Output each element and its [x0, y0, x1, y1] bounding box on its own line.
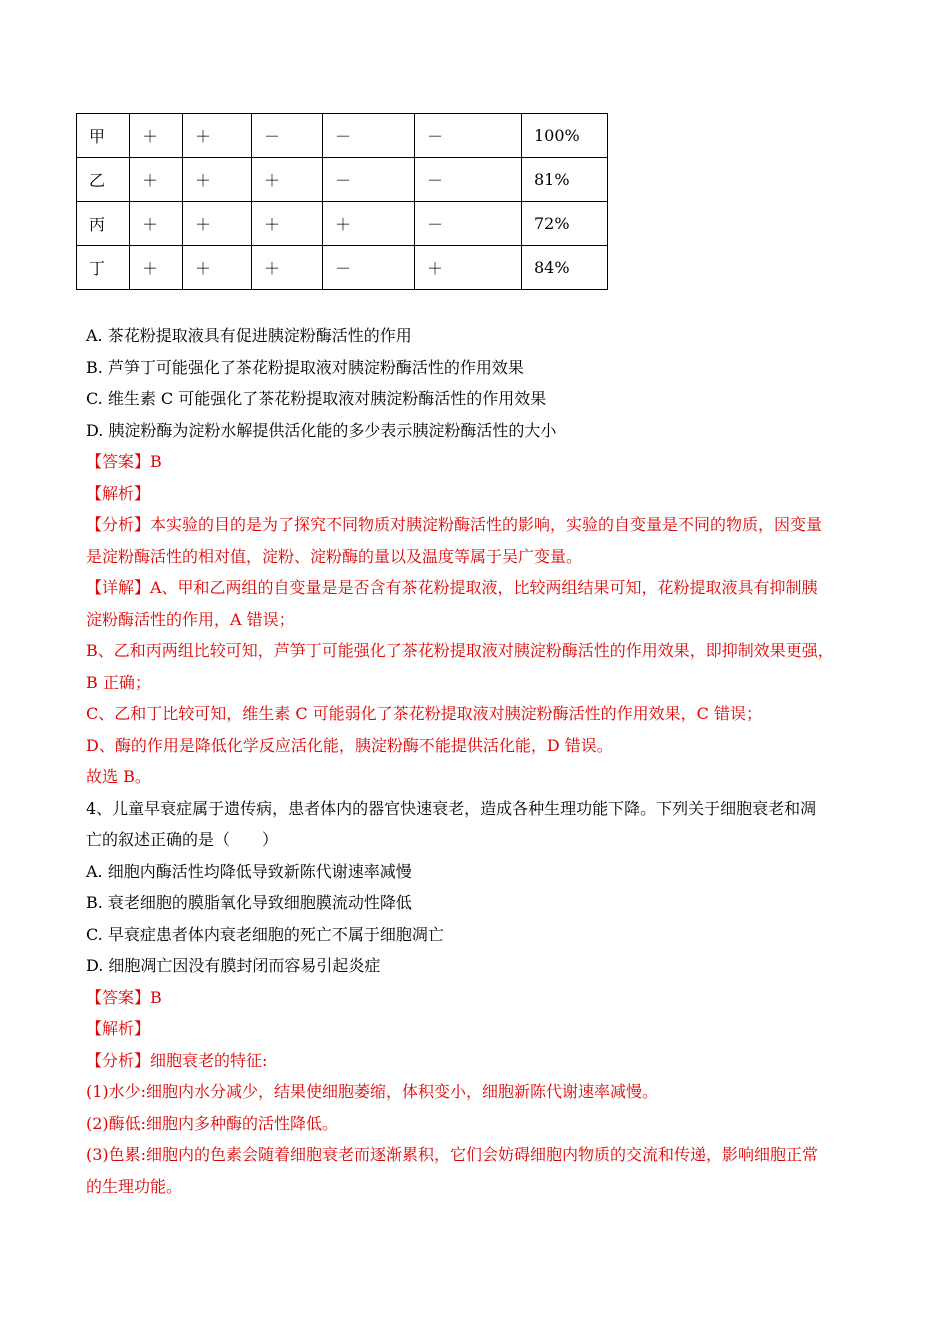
- q3-detail-line: 【详解】A、甲和乙两组的自变量是是否含有茶花粉提取液，比较两组结果可知，花粉提取液具有抑制胰: [86, 578, 818, 597]
- q4-analysis-line: (1)水少:细胞内水分减少，结果使细胞萎缩，体积变小，细胞新陈代谢速率减慢。: [86, 1082, 659, 1101]
- table-cell: 72%: [522, 202, 608, 246]
- q3-option-c: C. 维生素 C 可能强化了茶花粉提取液对胰淀粉酶活性的作用效果: [86, 389, 547, 408]
- table-body: [77, 114, 608, 290]
- table-cell: 81%: [522, 158, 608, 202]
- q4-option-a: A. 细胞内酶活性均降低导致新陈代谢速率减慢: [86, 861, 412, 881]
- table-cell: 84%: [522, 246, 608, 290]
- q4-analysis-line: 【分析】细胞衰老的特征:: [86, 1050, 268, 1070]
- q3-detail-line: B 正确；: [86, 672, 151, 692]
- table-cell: 丁: [77, 246, 130, 290]
- q3-analysis-line: 是淀粉酶活性的相对值，淀粉、淀粉酶的量以及温度等属于吴广变量。: [86, 546, 583, 566]
- q3-analysis-line: 【分析】本实验的目的是为了探究不同物质对胰淀粉酶活性的影响，实验的自变量是不同的物质，因变量: [86, 515, 823, 534]
- q3-answer: 【答案】B: [86, 452, 162, 471]
- table-cell: ＋: [252, 202, 323, 246]
- q3-detail-line: C、乙和丁比较可知，维生素 C 可能弱化了茶花粉提取液对胰淀粉酶活性的作用效果，C 错误；: [86, 704, 762, 723]
- q4-stem-line: 4、儿童早衰症属于遗传病，患者体内的器官快速衰老，造成各种生理功能下降。下列关于细胞衰老和凋: [86, 798, 817, 818]
- table-cell: －: [323, 114, 415, 158]
- table-row: [77, 114, 608, 158]
- table-cell: －: [415, 202, 522, 246]
- table-cell: －: [323, 246, 415, 290]
- table-row: [77, 246, 608, 290]
- table-cell: ＋: [252, 246, 323, 290]
- table-cell: ＋: [252, 158, 323, 202]
- table-cell: －: [323, 158, 415, 202]
- table-cell: ＋: [183, 246, 252, 290]
- q4-analysis-line: (3)色累:细胞内的色素会随着细胞衰老而逐渐累积，它们会妨碍细胞内物质的交流和传递，影响细胞正常: [86, 1145, 819, 1164]
- experiment-table: [76, 113, 608, 290]
- q4-option-c: C. 早衰症患者体内衰老细胞的死亡不属于细胞凋亡: [86, 924, 444, 944]
- table-cell: ＋: [130, 158, 183, 202]
- q3-option-a: A. 茶花粉提取液具有促进胰淀粉酶活性的作用: [86, 326, 412, 345]
- table-cell: －: [415, 158, 522, 202]
- table-cell: 甲: [77, 114, 130, 158]
- q4-answer: 【答案】B: [86, 987, 162, 1007]
- q4-analysis-label: 【解析】: [86, 1019, 151, 1038]
- table-cell: 丙: [77, 202, 130, 246]
- table-cell: 100%: [522, 114, 608, 158]
- q4-analysis-line: (2)酶低:细胞内多种酶的活性降低。: [86, 1113, 339, 1133]
- table-cell: ＋: [130, 202, 183, 246]
- q3-detail-line: 淀粉酶活性的作用，A 错误；: [86, 609, 295, 629]
- table-cell: ＋: [183, 158, 252, 202]
- q3-conclusion: 故选 B。: [86, 767, 151, 786]
- table-cell: ＋: [183, 202, 252, 246]
- table-cell: －: [252, 114, 323, 158]
- table-cell: －: [415, 114, 522, 158]
- table-row: [77, 202, 608, 246]
- table-cell: ＋: [130, 246, 183, 290]
- table-row: [77, 158, 608, 202]
- table-cell: ＋: [183, 114, 252, 158]
- q3-detail-line: D、酶的作用是降低化学反应活化能，胰淀粉酶不能提供活化能，D 错误。: [86, 735, 613, 755]
- table-cell: 乙: [77, 158, 130, 202]
- document-text: [86, 320, 886, 1202]
- q4-stem-line: 亡的叙述正确的是（ ）: [86, 830, 279, 849]
- q3-option-b: B. 芦笋丁可能强化了茶花粉提取液对胰淀粉酶活性的作用效果: [86, 357, 524, 377]
- q3-detail-line: B、乙和丙两组比较可知，芦笋丁可能强化了茶花粉提取液对胰淀粉酶活性的作用效果，即抑制效果更强，: [86, 641, 834, 660]
- table-cell: ＋: [323, 202, 415, 246]
- q4-option-d: D. 细胞凋亡因没有膜封闭而容易引起炎症: [86, 956, 381, 975]
- table-cell: ＋: [415, 246, 522, 290]
- q3-analysis-label: 【解析】: [86, 483, 151, 503]
- q4-analysis-line: 的生理功能。: [86, 1176, 183, 1196]
- table-cell: ＋: [130, 114, 183, 158]
- q4-option-b: B. 衰老细胞的膜脂氧化导致细胞膜流动性降低: [86, 893, 412, 912]
- q3-option-d: D. 胰淀粉酶为淀粉水解提供活化能的多少表示胰淀粉酶活性的大小: [86, 420, 557, 440]
